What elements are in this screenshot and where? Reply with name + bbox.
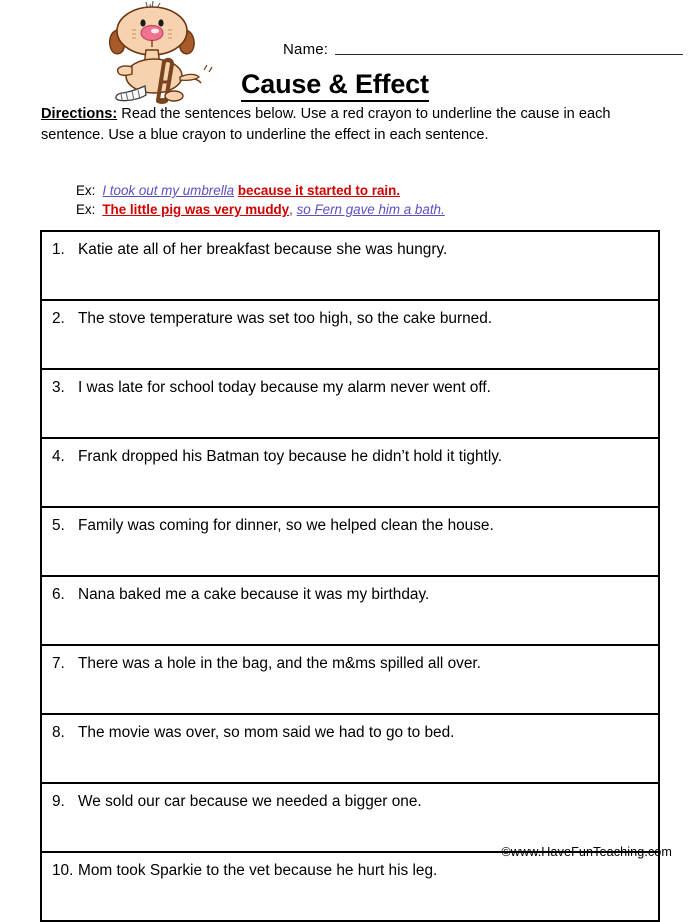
sentence-text: The movie was over, so mom said we had to go to bed. bbox=[78, 724, 455, 741]
directions-block bbox=[41, 104, 621, 145]
table-row bbox=[41, 438, 659, 507]
table-row bbox=[41, 714, 659, 783]
table-row bbox=[41, 576, 659, 645]
sentence-number: 10. bbox=[52, 862, 74, 879]
example-effect-text: so Fern gave him a bath. bbox=[296, 202, 445, 218]
table-row bbox=[41, 507, 659, 576]
sentence-number: 2. bbox=[52, 310, 65, 327]
sentence-cell[interactable] bbox=[41, 300, 659, 369]
sentence-cell[interactable] bbox=[41, 714, 659, 783]
table-row bbox=[41, 369, 659, 438]
sentence-text: The stove temperature was set too high, so the cake burned. bbox=[78, 310, 493, 327]
sentence-cell[interactable] bbox=[41, 369, 659, 438]
table-row bbox=[41, 852, 659, 921]
example-tag: Ex: bbox=[76, 183, 96, 198]
name-write-in-line[interactable] bbox=[335, 53, 683, 55]
sentence-text: Frank dropped his Batman toy because he didn’t hold it tightly. bbox=[78, 448, 503, 465]
table-row bbox=[41, 783, 659, 852]
sentence-number: 5. bbox=[52, 517, 65, 534]
name-label: Name: bbox=[283, 41, 329, 58]
example-cause-text: The little pig was very muddy bbox=[102, 202, 290, 218]
sentence-cell[interactable] bbox=[41, 783, 659, 852]
example-effect-text: I took out my umbrella bbox=[102, 183, 235, 198]
examples-block bbox=[76, 181, 445, 219]
sentence-number: 3. bbox=[52, 379, 65, 396]
sentence-number: 9. bbox=[52, 793, 65, 810]
sentence-cell[interactable] bbox=[41, 507, 659, 576]
directions-label: Directions: bbox=[41, 106, 118, 122]
sentence-cell[interactable] bbox=[41, 438, 659, 507]
name-field-row bbox=[283, 41, 683, 58]
table-row bbox=[41, 645, 659, 714]
injured-dog-illustration bbox=[88, 0, 218, 105]
sentence-text: Katie ate all of her breakfast because she was hungry. bbox=[78, 241, 448, 258]
sentence-text: I was late for school today because my alarm never went off. bbox=[78, 379, 491, 396]
directions-text: Read the sentences below. Use a red crayon to underline the cause in each sentence. Use a blue crayon to underline the effect in each sentence. bbox=[41, 106, 611, 143]
sentence-cell[interactable] bbox=[41, 576, 659, 645]
sentence-cell[interactable] bbox=[41, 645, 659, 714]
sentence-cell[interactable] bbox=[41, 852, 659, 921]
example-cause-text: because it started to rain. bbox=[237, 183, 401, 198]
example-separator: , bbox=[289, 202, 297, 218]
worksheet-header bbox=[0, 0, 700, 100]
sentence-cell[interactable] bbox=[41, 231, 659, 300]
page-title: Cause & Effect bbox=[241, 69, 429, 102]
table-row bbox=[41, 231, 659, 300]
sentence-table bbox=[40, 230, 660, 922]
sentence-text: Nana baked me a cake because it was my birthday. bbox=[78, 586, 430, 603]
sentence-table-body bbox=[41, 231, 659, 921]
example-line bbox=[76, 200, 445, 219]
sentence-number: 6. bbox=[52, 586, 65, 603]
sentence-number: 8. bbox=[52, 724, 65, 741]
example-tag: Ex: bbox=[76, 202, 96, 218]
sentence-text: We sold our car because we needed a bigger one. bbox=[78, 793, 422, 810]
table-row bbox=[41, 300, 659, 369]
sentence-number: 7. bbox=[52, 655, 65, 672]
sentence-text: Family was coming for dinner, so we helped clean the house. bbox=[78, 517, 494, 534]
sentence-text: There was a hole in the bag, and the m&ms spilled all over. bbox=[78, 655, 481, 672]
sentence-text: Mom took Sparkie to the vet because he hurt his leg. bbox=[78, 862, 438, 879]
sentence-number: 4. bbox=[52, 448, 65, 465]
footer-credit: ©www.HaveFunTeaching.com bbox=[501, 845, 672, 859]
sentence-number: 1. bbox=[52, 241, 65, 258]
example-line bbox=[76, 181, 445, 200]
